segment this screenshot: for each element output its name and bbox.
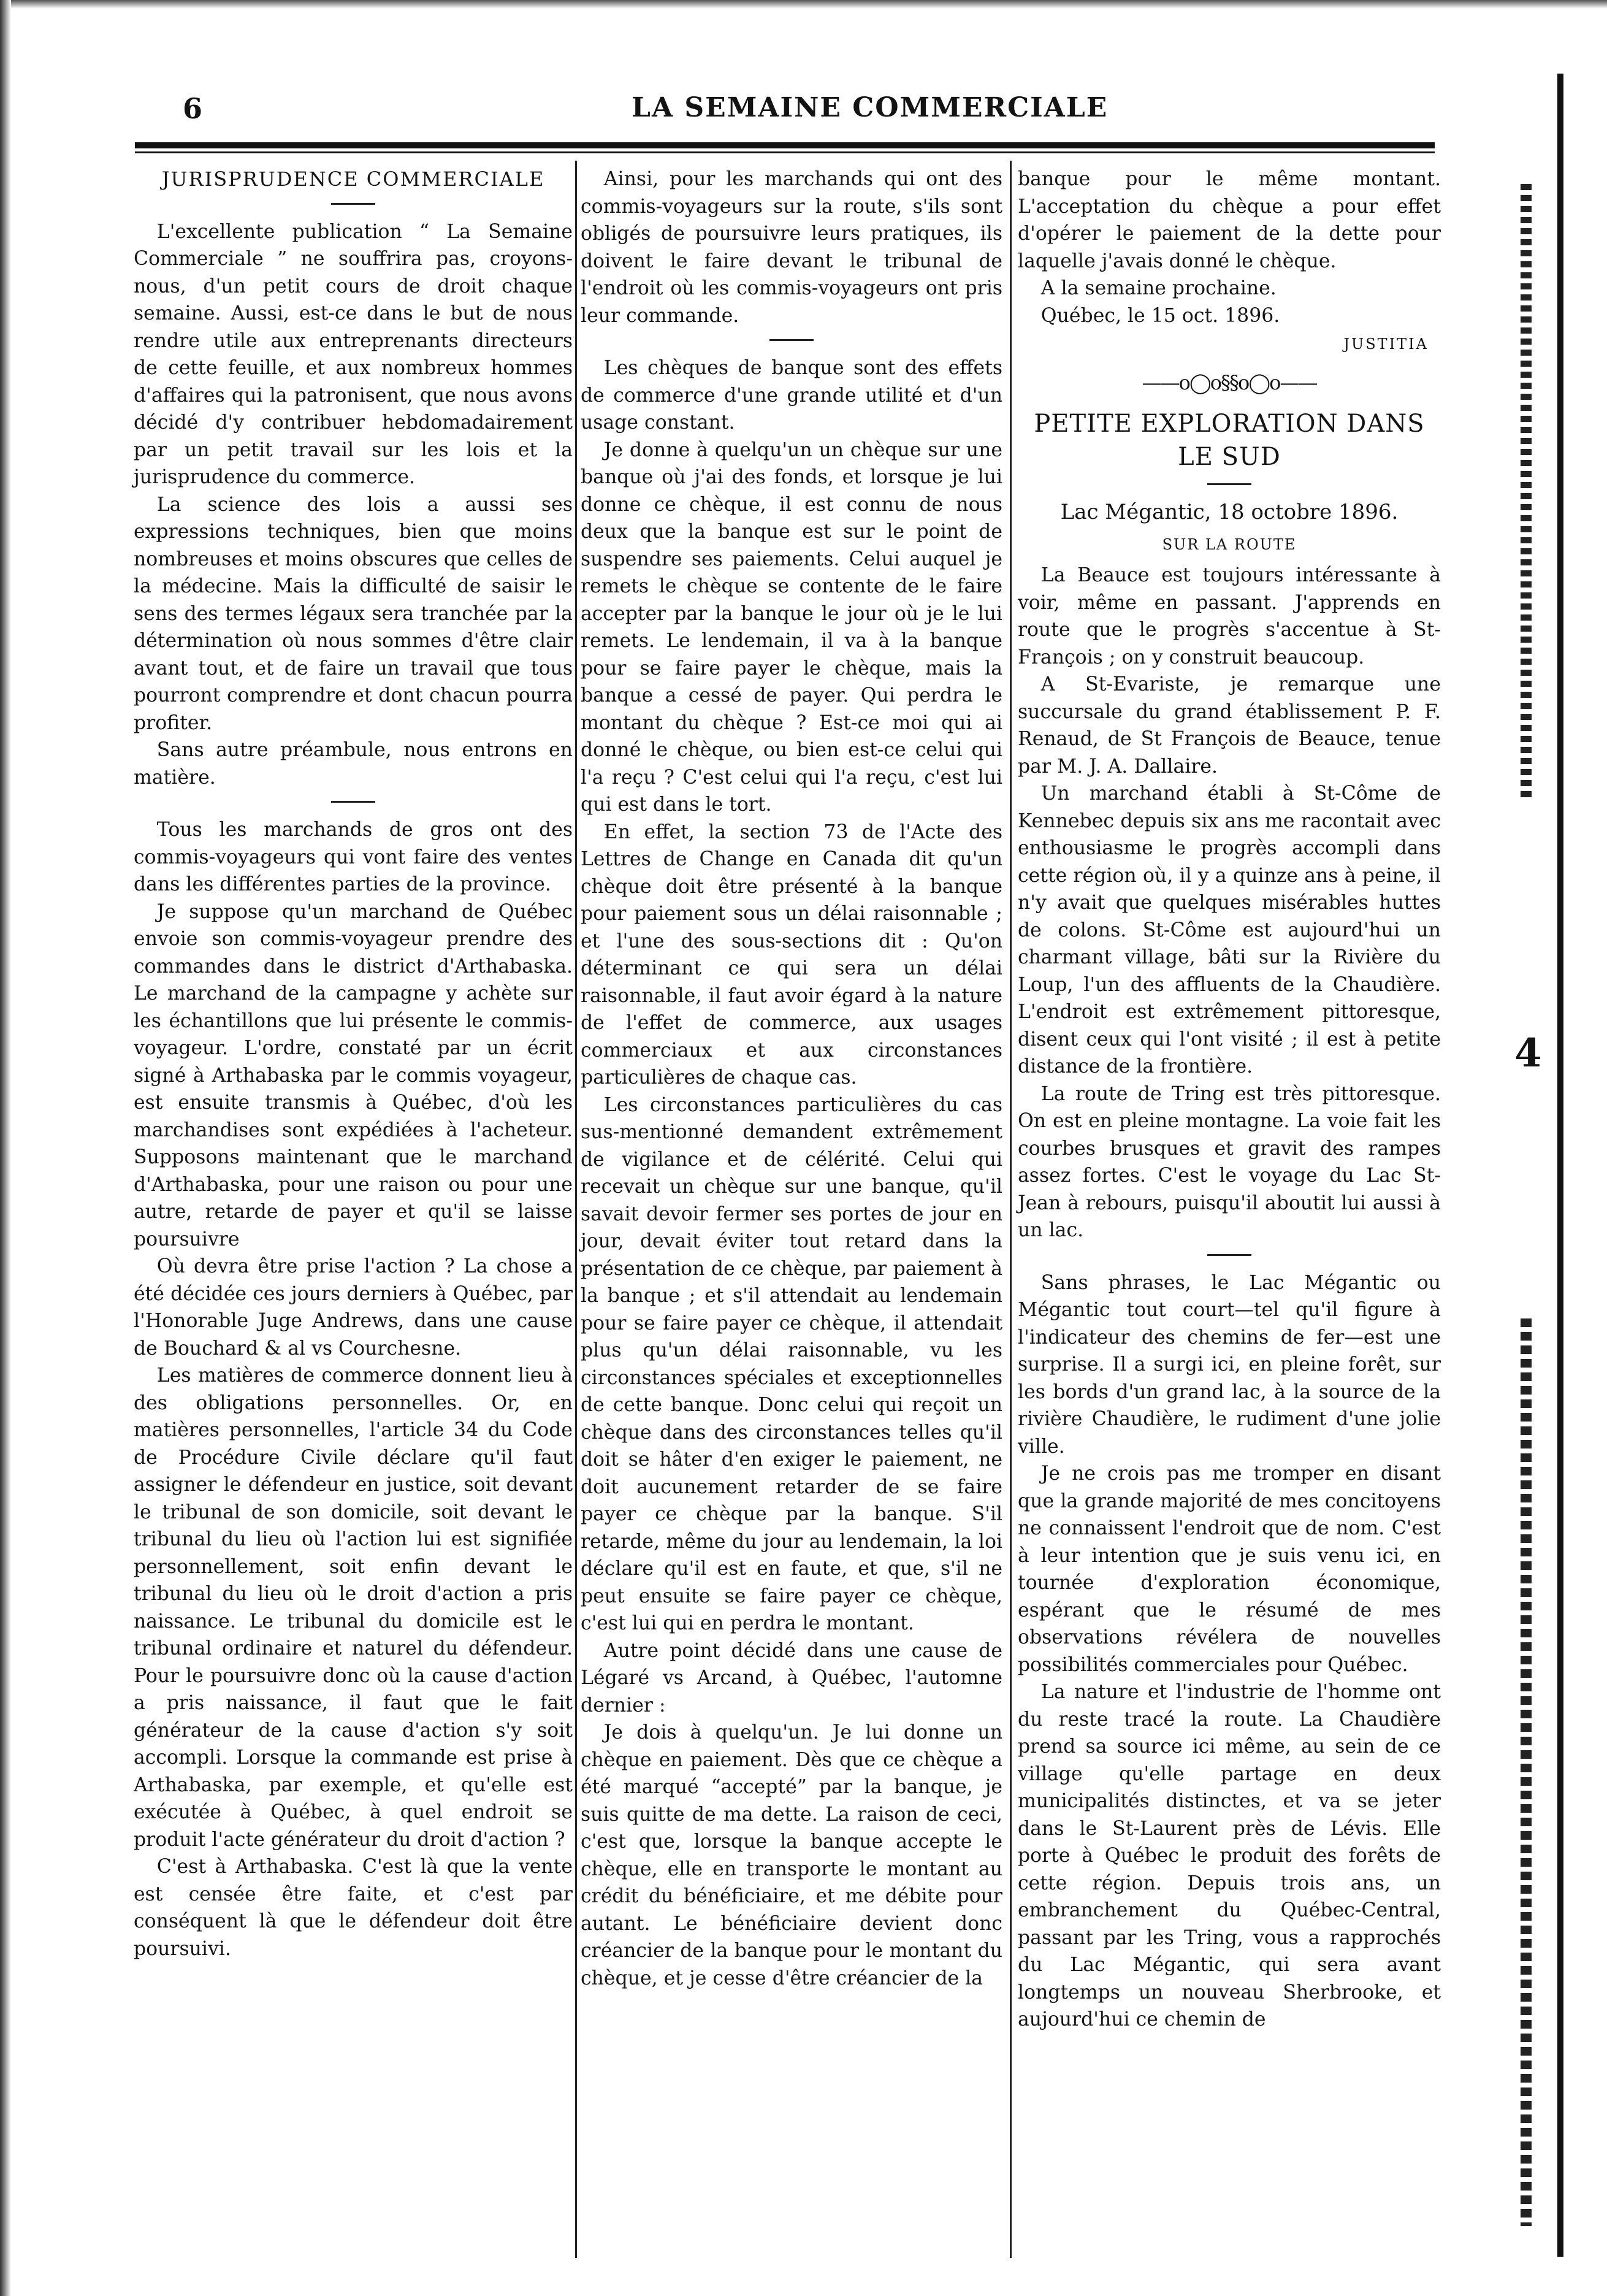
paragraph: L'excellente publication “ La Semaine Commerciale ” ne souffrira pas, croyons-nous, d'un petit cours de droit chaque semaine. Aussi, est-ce dans le but de nous rendre utile aux entreprenants directeurs de cette feuille, et aux nombreux hommes d'affaires qui la patronisent, que nous avons décidé d'y contribuer hebdomadairement par un petit travail sur les lois et la jurisprudence du commerce. (134, 220, 573, 488)
subheading: SUR LA ROUTE (1162, 535, 1297, 553)
paragraph: Les matières de commerce donnent lieu à des obligations personnelles. Or, en matières personnelles, l'article 34 du Code de Procédure Civile déclare qu'il faut assigner le défendeur en justice, soit devant le tribunal de son domicile, soit devant le tribunal du lieu où l'action lui est signifiée personnellement, soit enfin devant le tribunal du lieu où le droit d'action a pris naissance. Le tribunal du domicile est le tribunal ordinaire et naturel du défendeur. Pour le poursuivre donc où la cause d'action a pris naissance, il faut que le fait générateur de la cause d'action s'y soit accompli. Lorsque la commande est prise à Arthabaska, par exemple, et qu'elle est exécutée à Québec, à quel endroit se produit l'acte générateur du droit d'action ? (134, 1364, 573, 1851)
paragraph: Tous les marchands de gros ont des commis-voyageurs qui vont faire des ventes dans les différentes parties de la province. (134, 819, 573, 895)
column-3 (1018, 166, 1441, 2034)
paragraph: Un marchand établi à St-Côme de Kennebec depuis six ans me racontait avec enthousiasme le progrès accompli dans cette région où, il y a quinze ans à peine, il n'y avait que quelques misérables huttes de colons. St-Côme est aujourd'hui un charmant village, bâti sur la Rivière du Loup, l'un des affluents de la Chaudière. L'endroit est extrêmement pittoresque, disent ceux qui l'ont visité ; il est à petite distance de la frontière. (1018, 783, 1441, 1077)
separator (331, 801, 375, 803)
paragraph: En effet, la section 73 de l'Acte des Lettres de Change en Canada dit qu'un chèque doit être présenté à la banque pour paiement sous un délai raisonnable ; et l'une des sous-sections dit : Qu'on déterminant ce qui sera un délai raisonnable, il faut avoir égard à la nature de l'effet de commerce, aux usages commerciaux et aux circonstances particulières de chaque cas. (581, 821, 1002, 1089)
dateline: Québec, le 15 oct. 1896. (1040, 304, 1280, 327)
paragraph: Ainsi, pour les marchands qui ont des commis-voyageurs sur la route, s'ils sont obligés de poursuivre leurs pratiques, ils doivent le faire devant le tribunal de l'endroit où les commis-voyageurs ont pris leur commande. (581, 168, 1002, 327)
column-1 (134, 166, 573, 1962)
paragraph: A St-Evariste, je remarque une succursale du grand établissement P. F. Renaud, de St François de Beauce, tenue par M. J. A. Dallaire. (1018, 673, 1441, 778)
paragraph: Les chèques de banque sont des effets de commerce d'une grande utilité et d'un usage constant. (581, 357, 1002, 434)
scan-left-edge (0, 0, 11, 2296)
separator (769, 339, 814, 341)
column-divider-1 (575, 161, 577, 2258)
column-divider-2 (1010, 161, 1012, 2258)
paragraph: Sans autre préambule, nous entrons en matière. (134, 739, 573, 789)
paragraph: La Beauce est toujours intéressante à voir, même en passant. J'apprends en route que le progrès s'accentue à St-François ; on y construit beaucoup. (1018, 564, 1441, 668)
margin-page-marker: 4 (1514, 1030, 1542, 1076)
separator (1207, 1254, 1251, 1256)
scan-top-edge (0, 0, 1607, 9)
author-signature: JUSTITIA (1343, 335, 1429, 353)
paragraph: Je dois à quelqu'un. Je lui donne un chèque en paiement. Dès que ce chèque a été marqué “accepté” par la banque, je suis quitte de ma dette. La raison de ceci, c'est que, lorsque la banque accepte le chèque, elle en transporte le montant au crédit du bénéficiaire, et me débite pour autant. Le bénéficiaire devient donc créancier de la banque pour le montant du chèque, et je cesse d'être créancier de la (581, 1721, 1002, 1989)
section-heading: JURISPRUDENCE COMMERCIALE (161, 167, 545, 191)
paragraph: Je ne crois pas me tromper en disant que la grande majorité de mes concitoyens ne connaissent l'endroit que de nom. C'est à leur intention que je suis venu ici, en tournée d'exploration économique, espérant que le résumé de mes observations révélera de nouvelles possibilités commerciales pour Québec. (1018, 1463, 1441, 1676)
paragraph: Je suppose qu'un marchand de Québec envoie son commis-voyageur prendre des commandes dans le district d'Arthabaska. Le marchand de la campagne y achète sur les échantillons que lui présente le commis-voyageur. L'ordre, constaté par un écrit signé à Arthabaska par le commis voyageur, est ensuite transmis à Québec, d'où les marchandises sont expédiées à l'acheteur. Supposons maintenant que le marchand d'Arthabaska, pour une raison ou pour une autre, retarde de payer et qu'il se laisse poursuivre (134, 900, 573, 1250)
scan-right-edge (1557, 74, 1563, 2257)
paragraph: banque pour le même montant. L'acceptation du chèque a pour effet d'opérer le paiement de la dette pour laquelle j'avais donné le chèque. (1018, 168, 1441, 272)
paragraph: Je donne à quelqu'un un chèque sur une banque où j'ai des fonds, et lorsque je lui donne ce chèque, il est connu de nous deux que la banque est sur le point de suspendre ses paiements. Celui auquel je remets le chèque se contente de le faire accepter par la banque le jour où je le lui remets. Le lendemain, il va à la banque pour se faire payer le chèque, mais la banque a cessé de payer. Qui perdra le montant du chèque ? Est-ce moi qui ai donné le chèque, ou bien est-ce celui qui l'a reçu ? C'est celui qui l'a reçu, c'est lui qui est dans le tort. (581, 438, 1002, 816)
paragraph: La science des lois a aussi ses expressions techniques, bien que moins nombreuses et moins obscures que celles de la médecine. Mais la difficulté de saisir le sens des termes légaux sera tranchée par la détermination où nous sommes d'être clair avant tout, et de faire un travail que tous pourront comprendre et dont chacun pourra profiter. (134, 493, 573, 734)
margin-greek-key-border (1521, 1318, 1532, 2226)
paragraph: Où devra être prise l'action ? La chose a été décidée ces jours derniers à Québec, par l'Honorable Juge Andrews, dans une cause de Bouchard & al vs Courchesne. (134, 1255, 573, 1360)
paragraph: La nature et l'industrie de l'homme ont du reste tracé la route. La Chaudière prend sa source ici même, au sein de ce village qu'elle partage en deux municipalités distinctes, et va se jeter dans le St-Laurent près de Lévis. Elle porte à Québec le produit des forêts de cette région. Depuis trois ans, un embranchement du Québec-Central, passant par les Tring, vous a rapprochés du Lac Mégantic, qui sera avant longtemps un nouveau Sherbrooke, et aujourd'hui ce chemin de (1018, 1681, 1441, 2030)
paragraph: Sans phrases, le Lac Mégantic ou Mégantic tout court—tel qu'il figure à l'indicateur des chemins de fer—est une surprise. Il a surgi ici, en pleine forêt, sur les bords d'un grand lac, à la source de la rivière Chaudière, le rudiment d'une jolie ville. (1018, 1271, 1441, 1458)
paragraph: C'est à Arthabaska. C'est là que la vente est censée être faite, et c'est par conséquent là que le défendeur doit être poursuivi. (134, 1856, 573, 1960)
publication-title: LA SEMAINE COMMERCIALE (632, 92, 1109, 123)
separator (1207, 483, 1251, 485)
ornament-divider: ——o◯o§§o◯o—— (1142, 370, 1317, 394)
paragraph: Les circonstances particulières du cas sus-mentionné demandent extrêmement de vigilance et de célérité. Celui qui recevait un chèque sur une banque, qu'il savait devoir fermer ses portes de jour en jour, devait éviter tout retard dans la présentation de ce chèque, par paiement à la banque ; et s'il attendait au lendemain pour se faire payer ce chèque, il attendait plus qu'un délai raisonnable, vu les circonstances spéciales et exceptionnelles de cette banque. Donc celui qui reçoit un chèque dans des circonstances telles qu'il doit se hâter d'en exiger le paiement, ne doit aucunement retarder de se faire payer ce chèque par la banque. S'il retarde, même du jour au lendemain, la loi déclare qu'il est en faute, et que, s'il ne peut ensuite se faire payer ce chèque, c'est lui qui en perdra le montant. (581, 1093, 1002, 1634)
separator (331, 203, 375, 205)
margin-scan-pattern (1521, 184, 1532, 797)
page-header (166, 92, 1441, 141)
header-rule-thin (135, 151, 1435, 153)
article-title: PETITE EXPLORATION DANS LE SUD (1034, 410, 1425, 471)
column-2 (581, 166, 1002, 1992)
paragraph: Autre point décidé dans une cause de Légaré vs Arcand, à Québec, l'automne dernier : (581, 1639, 1002, 1716)
header-rule-thick (135, 142, 1435, 148)
paragraph: La route de Tring est très pittoresque. On est en pleine montagne. La voie fait les courbes brusques et gravit des rampes assez fortes. C'est le voyage du Lac St-Jean à rebours, puisqu'il aboutit lui aussi à un lac. (1018, 1082, 1441, 1241)
dateline: Lac Mégantic, 18 octobre 1896. (1060, 500, 1399, 524)
page-number: 6 (183, 92, 203, 125)
paragraph: A la semaine prochaine. (1040, 277, 1277, 299)
